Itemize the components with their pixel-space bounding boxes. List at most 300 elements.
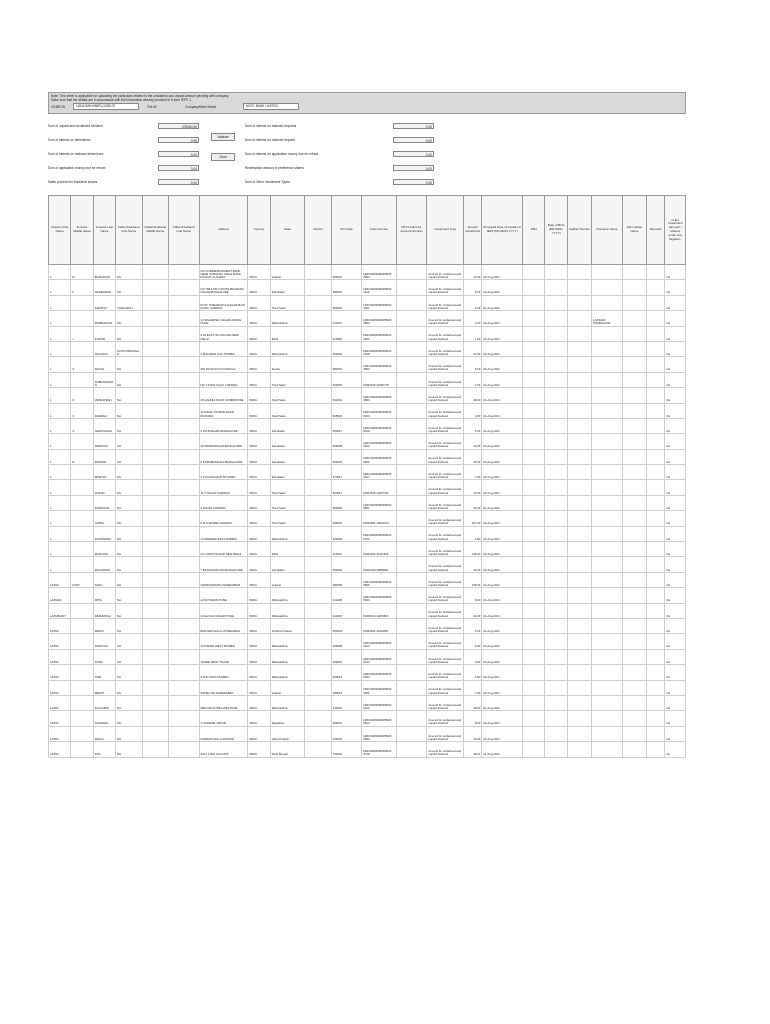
cell-m[interactable]: K [71, 388, 93, 403]
cell-nominee[interactable] [592, 388, 623, 403]
cell-addr[interactable]: 22 INDIRANAGAR BANGALORE [199, 434, 248, 449]
cell-m[interactable] [71, 295, 93, 310]
cell-pin[interactable]: 400019 [331, 665, 362, 680]
cell-dob[interactable] [545, 418, 567, 433]
cell-state[interactable]: Maharashtra [270, 603, 305, 618]
cell-fm[interactable] [142, 326, 168, 341]
cell-folio[interactable]: HDFC0000000005000 4562 [362, 357, 397, 372]
cell-f[interactable]: LAXMI [49, 572, 71, 587]
cell-dp[interactable] [396, 742, 427, 757]
cell-l[interactable]: SINGH [93, 726, 115, 741]
cell-aadhar[interactable] [567, 326, 591, 341]
cell-fl[interactable] [169, 588, 200, 603]
cell-country[interactable]: INDIA [248, 588, 270, 603]
cell-lit[interactable]: No [665, 618, 686, 633]
cell-dp[interactable] [396, 341, 427, 356]
cell-folio[interactable]: IN300484 13022194 [362, 511, 397, 526]
cell-fl[interactable] [169, 649, 200, 664]
cell-dob[interactable] [545, 341, 567, 356]
cell-ff[interactable]: NA [116, 326, 142, 341]
cell-pin[interactable]: 600017 [331, 480, 362, 495]
cell-ff[interactable]: NA [116, 357, 142, 372]
cell-state[interactable]: Tamil Nadu [270, 372, 305, 387]
cell-jh[interactable] [622, 465, 646, 480]
cell-aadhar[interactable] [567, 726, 591, 741]
cell-pin[interactable]: 302001 [331, 711, 362, 726]
cell-date[interactable]: 01-Aug-2024 [482, 372, 523, 387]
cell-nominee[interactable] [592, 711, 623, 726]
cell-dob[interactable] [545, 603, 567, 618]
cell-folio[interactable]: HDFC0000000005000 5940 [362, 588, 397, 603]
cell-addr[interactable]: NO 786 A 5TH CROSS BHARATHI NAGAR BANGALORE [199, 280, 248, 295]
cell-dob[interactable] [545, 680, 567, 695]
cell-state[interactable]: Maharashtra [270, 341, 305, 356]
cell-lit[interactable]: No [665, 480, 686, 495]
cell-nominee[interactable] [592, 526, 623, 541]
cell-l[interactable]: AGARWAL [93, 711, 115, 726]
cell-fm[interactable] [142, 726, 168, 741]
cell-lit[interactable]: No [665, 726, 686, 741]
cell-remarks[interactable] [647, 480, 665, 495]
cell-district[interactable] [305, 588, 331, 603]
cell-remarks[interactable] [647, 388, 665, 403]
cell-aadhar[interactable] [567, 434, 591, 449]
cell-pin[interactable]: 110024 [331, 542, 362, 557]
cell-ff[interactable]: NA [116, 726, 142, 741]
cell-pan[interactable] [523, 680, 545, 695]
cell-folio[interactable]: HDFC0000000005000 5866 [362, 572, 397, 587]
cell-m[interactable] [71, 526, 93, 541]
cell-ff[interactable]: NA [116, 742, 142, 757]
cell-dp[interactable] [396, 326, 427, 341]
cell-inv[interactable]: Amount for unclaimed and unpaid dividend [427, 280, 464, 295]
cell-amt[interactable]: 1.00 [464, 326, 482, 341]
cell-fl[interactable] [169, 280, 200, 295]
cell-l[interactable]: NARAYANAN [93, 418, 115, 433]
cell-pan[interactable] [523, 403, 545, 418]
cell-fm[interactable] [142, 341, 168, 356]
cell-pin[interactable]: 380015 [331, 680, 362, 695]
cell-district[interactable] [305, 742, 331, 757]
cell-fm[interactable] [142, 311, 168, 326]
cell-l[interactable]: PRABHAKAR [93, 311, 115, 326]
cell-district[interactable] [305, 403, 331, 418]
cell-dob[interactable] [545, 634, 567, 649]
cell-lit[interactable]: No [665, 295, 686, 310]
cell-fl[interactable] [169, 403, 200, 418]
cell-fl[interactable] [169, 695, 200, 710]
cell-jh[interactable] [622, 388, 646, 403]
cell-state[interactable]: Uttar Pradesh [270, 726, 305, 741]
cell-nominee[interactable] [592, 465, 623, 480]
cell-nominee[interactable] [592, 357, 623, 372]
cell-f[interactable]: L [49, 311, 71, 326]
cell-state[interactable]: Maharashtra [270, 665, 305, 680]
cell-jh[interactable] [622, 280, 646, 295]
cell-district[interactable] [305, 449, 331, 464]
cell-folio[interactable]: HDFC0000000005000 6301 [362, 680, 397, 695]
cell-nominee[interactable]: LAKSHMI PRABHAKAR [592, 311, 623, 326]
cell-country[interactable]: INDIA [248, 372, 270, 387]
cell-state[interactable]: Tamil Nadu [270, 403, 305, 418]
cell-inv[interactable]: Amount for unclaimed and unpaid dividend [427, 495, 464, 510]
cell-aadhar[interactable] [567, 341, 591, 356]
cell-fl[interactable] [169, 418, 200, 433]
cell-inv[interactable]: Amount for unclaimed and unpaid dividend [427, 434, 464, 449]
cell-pin[interactable]: 411005 [331, 603, 362, 618]
cell-remarks[interactable] [647, 726, 665, 741]
cell-l[interactable]: PRAKASH [93, 542, 115, 557]
cell-addr[interactable]: 11 T NAGAR CHENNAI [199, 480, 248, 495]
cell-l[interactable]: KULKARNI [93, 695, 115, 710]
cell-nominee[interactable] [592, 542, 623, 557]
cell-remarks[interactable] [647, 280, 665, 295]
cell-lit[interactable]: No [665, 603, 686, 618]
cell-aadhar[interactable] [567, 388, 591, 403]
cell-aadhar[interactable] [567, 572, 591, 587]
cell-pan[interactable] [523, 280, 545, 295]
cell-district[interactable] [305, 418, 331, 433]
cell-f[interactable]: LAXMI [49, 711, 71, 726]
cell-jh[interactable] [622, 588, 646, 603]
cell-amt[interactable]: 22.00 [464, 603, 482, 618]
cell-country[interactable]: INDIA [248, 326, 270, 341]
cell-lit[interactable]: No [665, 418, 686, 433]
cell-jh[interactable] [622, 665, 646, 680]
cell-district[interactable] [305, 341, 331, 356]
cell-addr[interactable]: 12 KOTHRUD PUNE [199, 588, 248, 603]
cell-dp[interactable] [396, 542, 427, 557]
cell-lit[interactable]: No [665, 588, 686, 603]
cell-dob[interactable] [545, 265, 567, 280]
cell-country[interactable]: INDIA [248, 388, 270, 403]
cell-inv[interactable]: Amount for unclaimed and unpaid dividend [427, 388, 464, 403]
cell-jh[interactable] [622, 341, 646, 356]
cell-ff[interactable]: NA [116, 695, 142, 710]
cell-pin[interactable]: 411007 [331, 311, 362, 326]
cell-aadhar[interactable] [567, 511, 591, 526]
cell-dob[interactable] [545, 311, 567, 326]
cell-inv[interactable]: Amount for unclaimed and unpaid dividend [427, 265, 464, 280]
cell-fl[interactable] [169, 388, 200, 403]
cell-inv[interactable]: Amount for unclaimed and unpaid dividend [427, 603, 464, 618]
cell-district[interactable] [305, 465, 331, 480]
cell-dp[interactable] [396, 511, 427, 526]
cell-addr[interactable]: NAVRANGPURA AHMEDABAD [199, 572, 248, 587]
cell-state[interactable]: Maharashtra [270, 634, 305, 649]
cell-m[interactable]: S [71, 357, 93, 372]
cell-ff[interactable]: NA [116, 311, 142, 326]
cell-district[interactable] [305, 280, 331, 295]
cell-lit[interactable]: No [665, 280, 686, 295]
cell-dp[interactable] [396, 295, 427, 310]
cell-district[interactable] [305, 680, 331, 695]
cell-remarks[interactable] [647, 649, 665, 664]
cell-fm[interactable] [142, 403, 168, 418]
cell-nominee[interactable] [592, 680, 623, 695]
cell-fm[interactable] [142, 588, 168, 603]
cell-l[interactable]: VENKATESH [93, 388, 115, 403]
cell-fm[interactable] [142, 542, 168, 557]
cell-fl[interactable] [169, 542, 200, 557]
cell-m[interactable] [71, 341, 93, 356]
cell-country[interactable]: INDIA [248, 449, 270, 464]
cell-aadhar[interactable] [567, 403, 591, 418]
cell-district[interactable] [305, 618, 331, 633]
cell-dp[interactable] [396, 403, 427, 418]
cell-dob[interactable] [545, 588, 567, 603]
cell-inv[interactable]: Amount for unclaimed and unpaid dividend [427, 357, 464, 372]
cell-country[interactable]: INDIA [248, 695, 270, 710]
cell-nominee[interactable] [592, 372, 623, 387]
cell-lit[interactable]: No [665, 572, 686, 587]
cell-amt[interactable]: 108.00 [464, 542, 482, 557]
cell-pin[interactable]: 400028 [331, 634, 362, 649]
cell-f[interactable]: L [49, 434, 71, 449]
cell-amt[interactable]: 8.00 [464, 280, 482, 295]
cell-l[interactable]: SHAH [93, 572, 115, 587]
cell-fm[interactable] [142, 449, 168, 464]
cell-pan[interactable] [523, 526, 545, 541]
cell-dp[interactable] [396, 665, 427, 680]
cell-pan[interactable] [523, 326, 545, 341]
cell-lit[interactable]: No [665, 542, 686, 557]
cell-state[interactable]: Gujarat [270, 680, 305, 695]
cell-aadhar[interactable] [567, 680, 591, 695]
cell-f[interactable]: L [49, 557, 71, 572]
cell-folio[interactable]: HDFC0000000005000 5108 [362, 418, 397, 433]
cell-jh[interactable] [622, 634, 646, 649]
cell-fm[interactable] [142, 742, 168, 757]
cell-remarks[interactable] [647, 588, 665, 603]
cell-pan[interactable] [523, 449, 545, 464]
cell-aadhar[interactable] [567, 588, 591, 603]
cell-date[interactable]: 01-Aug-2024 [482, 449, 523, 464]
cell-ff[interactable]: NA [116, 557, 142, 572]
cell-dob[interactable] [545, 542, 567, 557]
cell-district[interactable] [305, 557, 331, 572]
cell-fm[interactable] [142, 495, 168, 510]
cell-fl[interactable] [169, 526, 200, 541]
cell-dp[interactable] [396, 265, 427, 280]
cell-m[interactable] [71, 711, 93, 726]
cell-addr[interactable]: SATELLITE AHMEDABAD [199, 680, 248, 695]
cell-date[interactable]: 01-Aug-2024 [482, 341, 523, 356]
cell-remarks[interactable] [647, 326, 665, 341]
cell-remarks[interactable] [647, 603, 665, 618]
cell-pin[interactable]: 641001 [331, 388, 362, 403]
cell-remarks[interactable] [647, 695, 665, 710]
cell-date[interactable]: 01-Aug-2024 [482, 572, 523, 587]
cell-m[interactable] [71, 618, 93, 633]
cell-ff[interactable]: NA [116, 280, 142, 295]
cell-l[interactable]: SRINIVAS [93, 434, 115, 449]
cell-inv[interactable]: Amount for unclaimed and unpaid dividend [427, 742, 464, 757]
cell-lit[interactable]: No [665, 634, 686, 649]
cell-country[interactable]: INDIA [248, 742, 270, 757]
cell-fl[interactable] [169, 495, 200, 510]
cell-lit[interactable]: No [665, 311, 686, 326]
cell-country[interactable]: INDIA [248, 680, 270, 695]
cell-ff[interactable]: NA [116, 265, 142, 280]
cell-nominee[interactable] [592, 511, 623, 526]
cell-fm[interactable] [142, 634, 168, 649]
cell-fm[interactable] [142, 434, 168, 449]
cell-dp[interactable] [396, 372, 427, 387]
cell-aadhar[interactable] [567, 711, 591, 726]
cell-country[interactable]: INDIA [248, 295, 270, 310]
cell-m[interactable]: K [71, 280, 93, 295]
cell-jh[interactable] [622, 680, 646, 695]
cell-country[interactable]: INDIA [248, 726, 270, 741]
cell-jh[interactable] [622, 403, 646, 418]
cell-remarks[interactable] [647, 572, 665, 587]
cell-fl[interactable] [169, 465, 200, 480]
cell-inv[interactable]: Amount for unclaimed and unpaid dividend [427, 542, 464, 557]
cell-pan[interactable] [523, 649, 545, 664]
cell-state[interactable]: Maharashtra [270, 588, 305, 603]
cell-fm[interactable] [142, 357, 168, 372]
prefill-button[interactable]: Pre-fill [147, 104, 157, 109]
cell-ff[interactable]: NA [116, 495, 142, 510]
cell-inv[interactable]: Amount for unclaimed and unpaid dividend [427, 665, 464, 680]
cell-remarks[interactable] [647, 418, 665, 433]
cell-inv[interactable]: Amount for unclaimed and unpaid dividend [427, 326, 464, 341]
cell-aadhar[interactable] [567, 618, 591, 633]
cell-state[interactable]: Karnataka [270, 557, 305, 572]
cell-dp[interactable] [396, 695, 427, 710]
cell-m[interactable] [71, 603, 93, 618]
cell-l[interactable]: MEHTA [93, 680, 115, 695]
cell-l[interactable]: DAS [93, 742, 115, 757]
cell-l[interactable]: KRISHNAN [93, 495, 115, 510]
cell-f[interactable]: LAXMI [49, 665, 71, 680]
cell-m[interactable] [71, 465, 93, 480]
cell-amt[interactable]: 8.00 [464, 357, 482, 372]
cell-state[interactable]: Kerala [270, 357, 305, 372]
cell-aadhar[interactable] [567, 695, 591, 710]
cell-pin[interactable]: 110065 [331, 326, 362, 341]
cell-addr[interactable]: 3 VIJAYANAGAR MYSORE [199, 465, 248, 480]
cell-amt[interactable]: 4.00 [464, 618, 482, 633]
cell-f[interactable]: LAXMI [49, 695, 71, 710]
cell-jh[interactable] [622, 495, 646, 510]
cell-pin[interactable]: 226001 [331, 726, 362, 741]
cell-dp[interactable] [396, 434, 427, 449]
cell-addr[interactable]: 12 MAHARISHI NAGAR AUNDH PUNE [199, 311, 248, 326]
cell-dp[interactable] [396, 280, 427, 295]
cell-district[interactable] [305, 603, 331, 618]
cell-country[interactable]: INDIA [248, 465, 270, 480]
cell-addr[interactable]: 4 JAYANAGAR BANGALORE [199, 418, 248, 433]
cell-state[interactable]: West Bengal [270, 742, 305, 757]
cell-nominee[interactable] [592, 403, 623, 418]
cell-dob[interactable] [545, 449, 567, 464]
cell-folio[interactable]: HDFC0000000005000 5306 [362, 449, 397, 464]
cell-lit[interactable]: No [665, 265, 686, 280]
cell-fm[interactable] [142, 665, 168, 680]
cell-jh[interactable] [622, 265, 646, 280]
cell-remarks[interactable] [647, 341, 665, 356]
cell-remarks[interactable] [647, 465, 665, 480]
cell-fm[interactable] [142, 618, 168, 633]
cell-amt[interactable]: 27.00 [464, 341, 482, 356]
cell-m[interactable]: V [71, 403, 93, 418]
cell-dp[interactable] [396, 449, 427, 464]
cell-jh[interactable] [622, 434, 646, 449]
cell-fl[interactable] [169, 511, 200, 526]
cell-aadhar[interactable] [567, 465, 591, 480]
cell-folio[interactable]: HDFC0000000005000 5417 [362, 465, 397, 480]
cell-pin[interactable]: 400006 [331, 341, 362, 356]
cell-dob[interactable] [545, 572, 567, 587]
cell-addr[interactable]: THANE WEST THANE [199, 649, 248, 664]
cell-district[interactable] [305, 726, 331, 741]
cell-folio[interactable]: IN300206 10117633 [362, 542, 397, 557]
cell-l[interactable]: RAJAN [93, 357, 115, 372]
cell-lit[interactable]: No [665, 326, 686, 341]
cell-folio[interactable]: HDFC0000000005000 3962 [362, 311, 397, 326]
cell-date[interactable]: 01-Aug-2024 [482, 634, 523, 649]
cell-folio[interactable]: IN300239 10856631 [362, 557, 397, 572]
cell-lit[interactable]: No [665, 357, 686, 372]
cell-country[interactable]: INDIA [248, 526, 270, 541]
cell-aadhar[interactable] [567, 665, 591, 680]
cell-aadhar[interactable] [567, 372, 591, 387]
cell-nominee[interactable] [592, 695, 623, 710]
cell-district[interactable] [305, 634, 331, 649]
cell-amt[interactable]: 6.00 [464, 418, 482, 433]
cell-fl[interactable] [169, 634, 200, 649]
cell-pan[interactable] [523, 295, 545, 310]
cell-amt[interactable]: 4.00 [464, 465, 482, 480]
cell-amt[interactable]: 20.00 [464, 449, 482, 464]
cell-nominee[interactable] [592, 449, 623, 464]
cell-district[interactable] [305, 511, 331, 526]
cell-district[interactable] [305, 311, 331, 326]
cell-dp[interactable] [396, 603, 427, 618]
cell-amt[interactable]: 6.00 [464, 526, 482, 541]
cell-date[interactable]: 01-Aug-2024 [482, 357, 523, 372]
cell-amt[interactable]: 2.00 [464, 649, 482, 664]
cell-fm[interactable] [142, 265, 168, 280]
cell-nominee[interactable] [592, 742, 623, 757]
cell-jh[interactable] [622, 449, 646, 464]
cell-jh[interactable] [622, 480, 646, 495]
cell-l[interactable]: MURTHY [93, 465, 115, 480]
cell-state[interactable]: Andhra Pradesh [270, 618, 305, 633]
cell-dob[interactable] [545, 465, 567, 480]
cell-dob[interactable] [545, 649, 567, 664]
cell-pin[interactable]: 360001 [331, 265, 362, 280]
cell-f[interactable]: L [49, 465, 71, 480]
cell-dob[interactable] [545, 280, 567, 295]
cell-ff[interactable]: NA [116, 526, 142, 541]
cell-country[interactable]: INDIA [248, 434, 270, 449]
cell-dp[interactable] [396, 726, 427, 741]
cell-amt[interactable]: 108.00 [464, 572, 482, 587]
cell-m[interactable] [71, 495, 93, 510]
cell-state[interactable]: Gujarat [270, 572, 305, 587]
cell-folio[interactable]: HDFC0000000005000 6604 [362, 726, 397, 741]
cell-nominee[interactable] [592, 557, 623, 572]
cell-inv[interactable]: Amount for unclaimed and unpaid dividend [427, 649, 464, 664]
cell-district[interactable] [305, 326, 331, 341]
cell-l[interactable]: RAGHAVAN [93, 557, 115, 572]
cell-pin[interactable]: 400069 [331, 526, 362, 541]
cell-nominee[interactable] [592, 295, 623, 310]
cell-inv[interactable]: Amount for unclaimed and unpaid dividend [427, 449, 464, 464]
